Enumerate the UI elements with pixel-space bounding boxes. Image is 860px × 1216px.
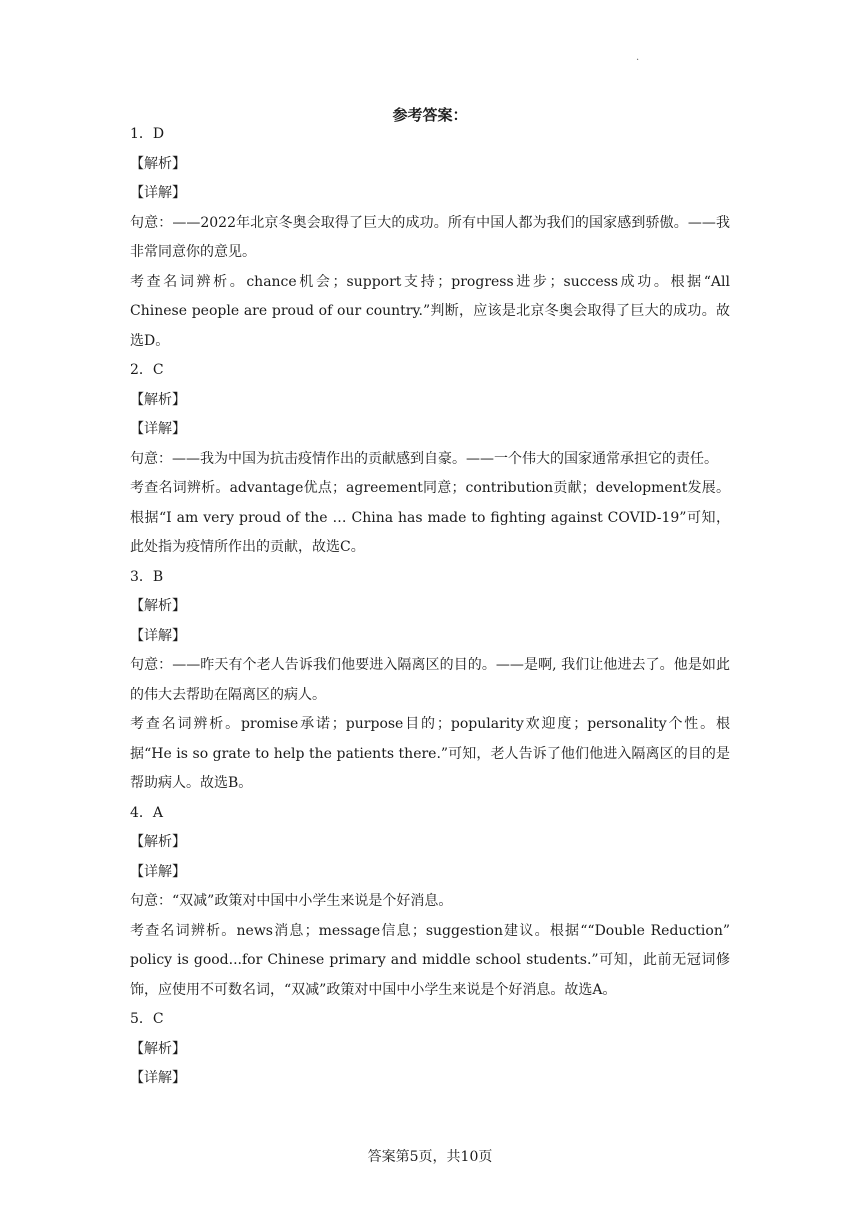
answer-1-explanation: 考查名词辨析。chance机会；support支持；progress进步；success成功。根据“All Chinese people are proud of our country.”判断，应该是北京冬奥会取得了巨大的成功。故选D。 <box>130 273 730 349</box>
answer-2-analysis-label: 【解析】 <box>130 391 186 408</box>
answer-1-detail-label: 【详解】 <box>130 185 186 201</box>
answer-3-explanation: 考查名词辨析。promise承诺；purpose目的；popularity欢迎度；personality个性。根据“He is so grate to help the patients there.”可知，老人告诉了他们他进入隔离区的目的是帮助病人。故选B。 <box>130 716 730 791</box>
answer-2-detail-label: 【详解】 <box>130 421 186 437</box>
answer-4-explanation: 考查名词辨析。news消息；message信息；suggestion建议。根据““Double Reduction” policy is good...for Chinese primary and middle school students.”可知，此前无冠词修饰，应使用不可数名词，“双减”政策对中国中小学生来说是个好消息。故选A。 <box>130 922 730 998</box>
answer-4-detail-label: 【详解】 <box>130 863 186 880</box>
answer-4-meaning: 句意：“双减”政策对中国中小学生来说是个好消息。 <box>130 893 453 909</box>
answer-4-analysis-label: 【解析】 <box>130 834 186 850</box>
page-mark: . <box>636 52 640 63</box>
answer-1-meaning: 句意：——2022年北京冬奥会取得了巨大的成功。所有中国人都为我们的国家感到骄傲。——我非常同意你的意见。 <box>130 214 730 260</box>
answer-5-detail-label: 【详解】 <box>130 1070 186 1086</box>
answer-2-number: 2．C <box>130 362 164 378</box>
answer-3-number: 3．B <box>130 568 164 585</box>
answer-5-number: 5．C <box>130 1011 164 1027</box>
answer-3-analysis-label: 【解析】 <box>130 598 186 614</box>
answer-2-meaning: 句意：——我为中国为抗击疫情作出的贡献感到自豪。——一个伟大的国家通常承担它的责任。 <box>130 450 718 467</box>
answer-1-number: 1．D <box>130 126 165 142</box>
answer-2-explanation: 考查名词辨析。advantage优点；agreement同意；contribution贡献；development发展。根据“I am very proud of the … China has made to fighting against COVID-19”可知，此处指为疫情所作出的贡献，故选C。 <box>130 480 730 555</box>
answer-4-number: 4．A <box>130 804 164 821</box>
answer-3-meaning: 句意：——昨天有个老人告诉我们他要进入隔离区的目的。——是啊, 我们让他进去了。他是如此的伟大去帮助在隔离区的病人。 <box>130 657 730 703</box>
answer-5-analysis-label: 【解析】 <box>130 1040 186 1057</box>
answer-1-analysis-label: 【解析】 <box>130 155 186 172</box>
answer-3-detail-label: 【详解】 <box>130 627 186 644</box>
answer-list <box>130 120 730 1094</box>
page-footer: 答案第5页，共10页 <box>367 1149 493 1165</box>
page-title: 参考答案： <box>392 106 468 124</box>
